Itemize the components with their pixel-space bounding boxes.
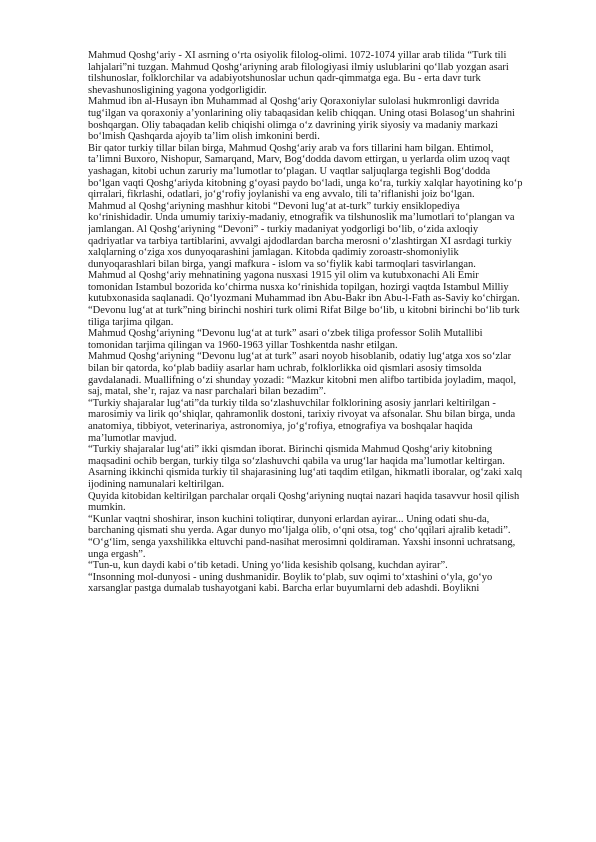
paragraph-quote-son: “O‘g‘lim, senga yaxshilikka eltuvchi pand-nasihat merosimni qoldiraman. Yaxshi insonni uchratsang, unga ergash”.: [88, 536, 516, 560]
paragraph-manuscript: Mahmud al Qoshg‘ariy mehnatining yagona nusxasi 1915 yil olim va kutubxonachi Ali Emir tomonidan Istambul bozorida ko‘chirma nusxa ko‘rinishida topilgan, hozirgi vaqtda Istambul Milliy kutubxonasida saqlanadi. Qo‘lyozmani Muhammad ibn Abu-Bakr ibn Abu-l-Fath as-Saviy ko‘chirgan.: [88, 270, 520, 305]
paragraph-quote-wealth: “Insonning mol-dunyosi - uning dushmanidir. Boylik to‘plab, suv oqimi to‘xtashini o‘yla, go‘yo xarsanglar pastga dumalab tushayotgani kabi. Barcha erlar buyumlarni deb adashdi. Boylikni: [88, 571, 493, 595]
paragraph-two-parts: “Turkiy shajaralar lug‘ati” ikki qismdan iborat. Birinchi qismida Mahmud Qoshg‘ariy kitobning maqsadini ochib bergan, turkiy tilga so‘zlashuvchi qabila va urug‘lar haqida ma’lumotlar keltirgan.: [88, 444, 505, 467]
paragraph-first-publisher: “Devonu lug‘at at turk”ning birinchi noshiri turk olimi Rifat Bilge bo‘lib, u kitobni birinchi bo‘lib turk tiliga tarjima qilgan.: [88, 305, 520, 328]
document-page: [88, 50, 524, 825]
paragraph-intro: Mahmud Qoshg‘ariy - XI asrning o‘rta osiyolik filolog-olimi. 1072-1074 yillar arab tilida “Turk tili lahjalari”ni tuzgan. Mahmud Qoshg‘ariyning arab filologiyasi ilmiy uslublarini qo‘llab yozgan asari tilshunoslar, folklorchilar va adabiyotshunoslar uchun qadr-qimmatga ega. Bu - erta davr turk shevashunosligining yagona yodgorligidir.: [88, 50, 509, 96]
paragraph-biography: Mahmud ibn al-Husayn ibn Muhammad al Qoshg‘ariy Qoraxoniylar sulolasi hukmronligi davrida tug‘ilgan va qoraxoniy a’yonlarining oliy tabaqasidan kelib chiqqan. Uning otasi Bolasog‘un shahrini boshqargan. Oliy tabaqadan kelib chiqishi olimga o‘z davrining yirik siyosiy va madaniy markazi bo‘lmish Qashqarda ajoyib ta’lim olish imkonini berdi.: [88, 96, 515, 143]
paragraph-uzbek-translation: Mahmud Qoshg‘ariyning “Devonu lug‘at at turk” asari o‘zbek tiliga professor Solih Mutallibi tomonidan tarjima qilingan va 1960-1963 yillar Toshkentda nashr etilgan.: [88, 328, 483, 351]
paragraph-devon: Mahmud al Qoshg‘ariyning mashhur kitobi “Devoni lug‘at at-turk” turkiy ensiklopediya ko‘rinishidadir. Unda umumiy tarixiy-madaniy, etnografik va tilshunoslik ma’lumotlari to‘plangan va jamlangan. Al Qoshg‘ariyning “Devoni” - turkiy madaniyat yodgorligi bo‘lib, o‘zida axloqiy qadriyatlar va tarbiya tartiblarini, avvalgi ajdodlardan barcha merosni o‘zlashtirgan XI asrdagi turkiy xalqlarning o‘ziga xos dunyoqarashini jamlagan. Kitobda qadimiy zoroastr-shomoniylik dunyoqarashlari bilan birga, yangi mafkura - islom va so‘fiylik kabi tarmoqlari tasvirlangan.: [88, 200, 515, 270]
paragraph-second-part: Asarning ikkinchi qismida turkiy til shajarasining lug‘ati taqdim etilgan, hikmatli iboralar, og‘zaki xalq ijodining namunalari keltirilgan.: [88, 467, 523, 490]
paragraph-excerpts-intro: Quyida kitobidan keltirilgan parchalar orqali Qoshg‘ariyning nuqtai nazari haqida tasavvur hosil qilish mumkin.: [88, 490, 520, 514]
paragraph-unique-work: Mahmud Qoshg‘ariyning “Devonu lug‘at at turk” asari noyob hisoblanib, odatiy lug‘atga xos so‘zlar bilan bir qatorda, ko‘plab badiiy asarlar ham uchrab, folklorlikka oid qismlari asosiy timsolda gavdalanadi. Muallifning o‘zi shunday yozadi: “Mazkur kitobni men alifbo tartibida joyladim, maqol, saj, matal, she’r, rajaz va nasr parchalari bilan bezadim”.: [88, 351, 517, 398]
paragraph-folklore-genres: “Turkiy shajaralar lug‘ati”da turkiy tilda so‘zlashuvchilar folklorining asosiy janrlari keltirilgan - marosimiy va lirik qo‘shiqlar, qahramonlik dostoni, tarixiy rivoyat va afsonalar. Shu bilan birga, unda anatomiya, tibbiyot, veterinariya, astronomiya, jo‘g‘rofiya, etnografiya va boshqalar haqida ma’lumotlar mavjud.: [88, 397, 516, 444]
paragraph-quote-night-day: “Tun-u, kun daydi kabi o‘tib ketadi. Uning yo‘lida kesishib qolsang, kuchdan ayirar”.: [88, 560, 448, 572]
paragraph-languages: Bir qator turkiy tillar bilan birga, Mahmud Qoshg‘ariy arab va fors tillarini ham bilgan. Ehtimol, ta’limni Buxoro, Nishopur, Samarqand, Marv, Bog‘dodda davom ettirgan, u yerlarda olim uzoq vaqt yashagan, kitobi uchun zaruriy ma’lumotlar to‘plagan. U vaqtlar saljuqlarga tegishli Bog‘dodda bo‘lgan vaqti Qoshg‘ariyda kitobning g‘oyasi paydo bo‘ladi, unga ko‘ra, turkiy xalqlar hayotining ko‘p qirralari, fikrlashi, odatlari, jo‘g‘rofiy joylanishi va eng avvalo, tili ta’riflanishi joiz bo‘lgan.: [88, 142, 523, 201]
paragraph-quote-days: “Kunlar vaqtni shoshirar, inson kuchini toliqtirar, dunyoni erlardan ayirar... Uning odati shu-da, barchaning qismati shu yerda. Agar dunyo mo‘ljalga olib, o‘qni otsa, tog‘ cho‘qqilari ajralib ketadi”.: [88, 513, 511, 537]
